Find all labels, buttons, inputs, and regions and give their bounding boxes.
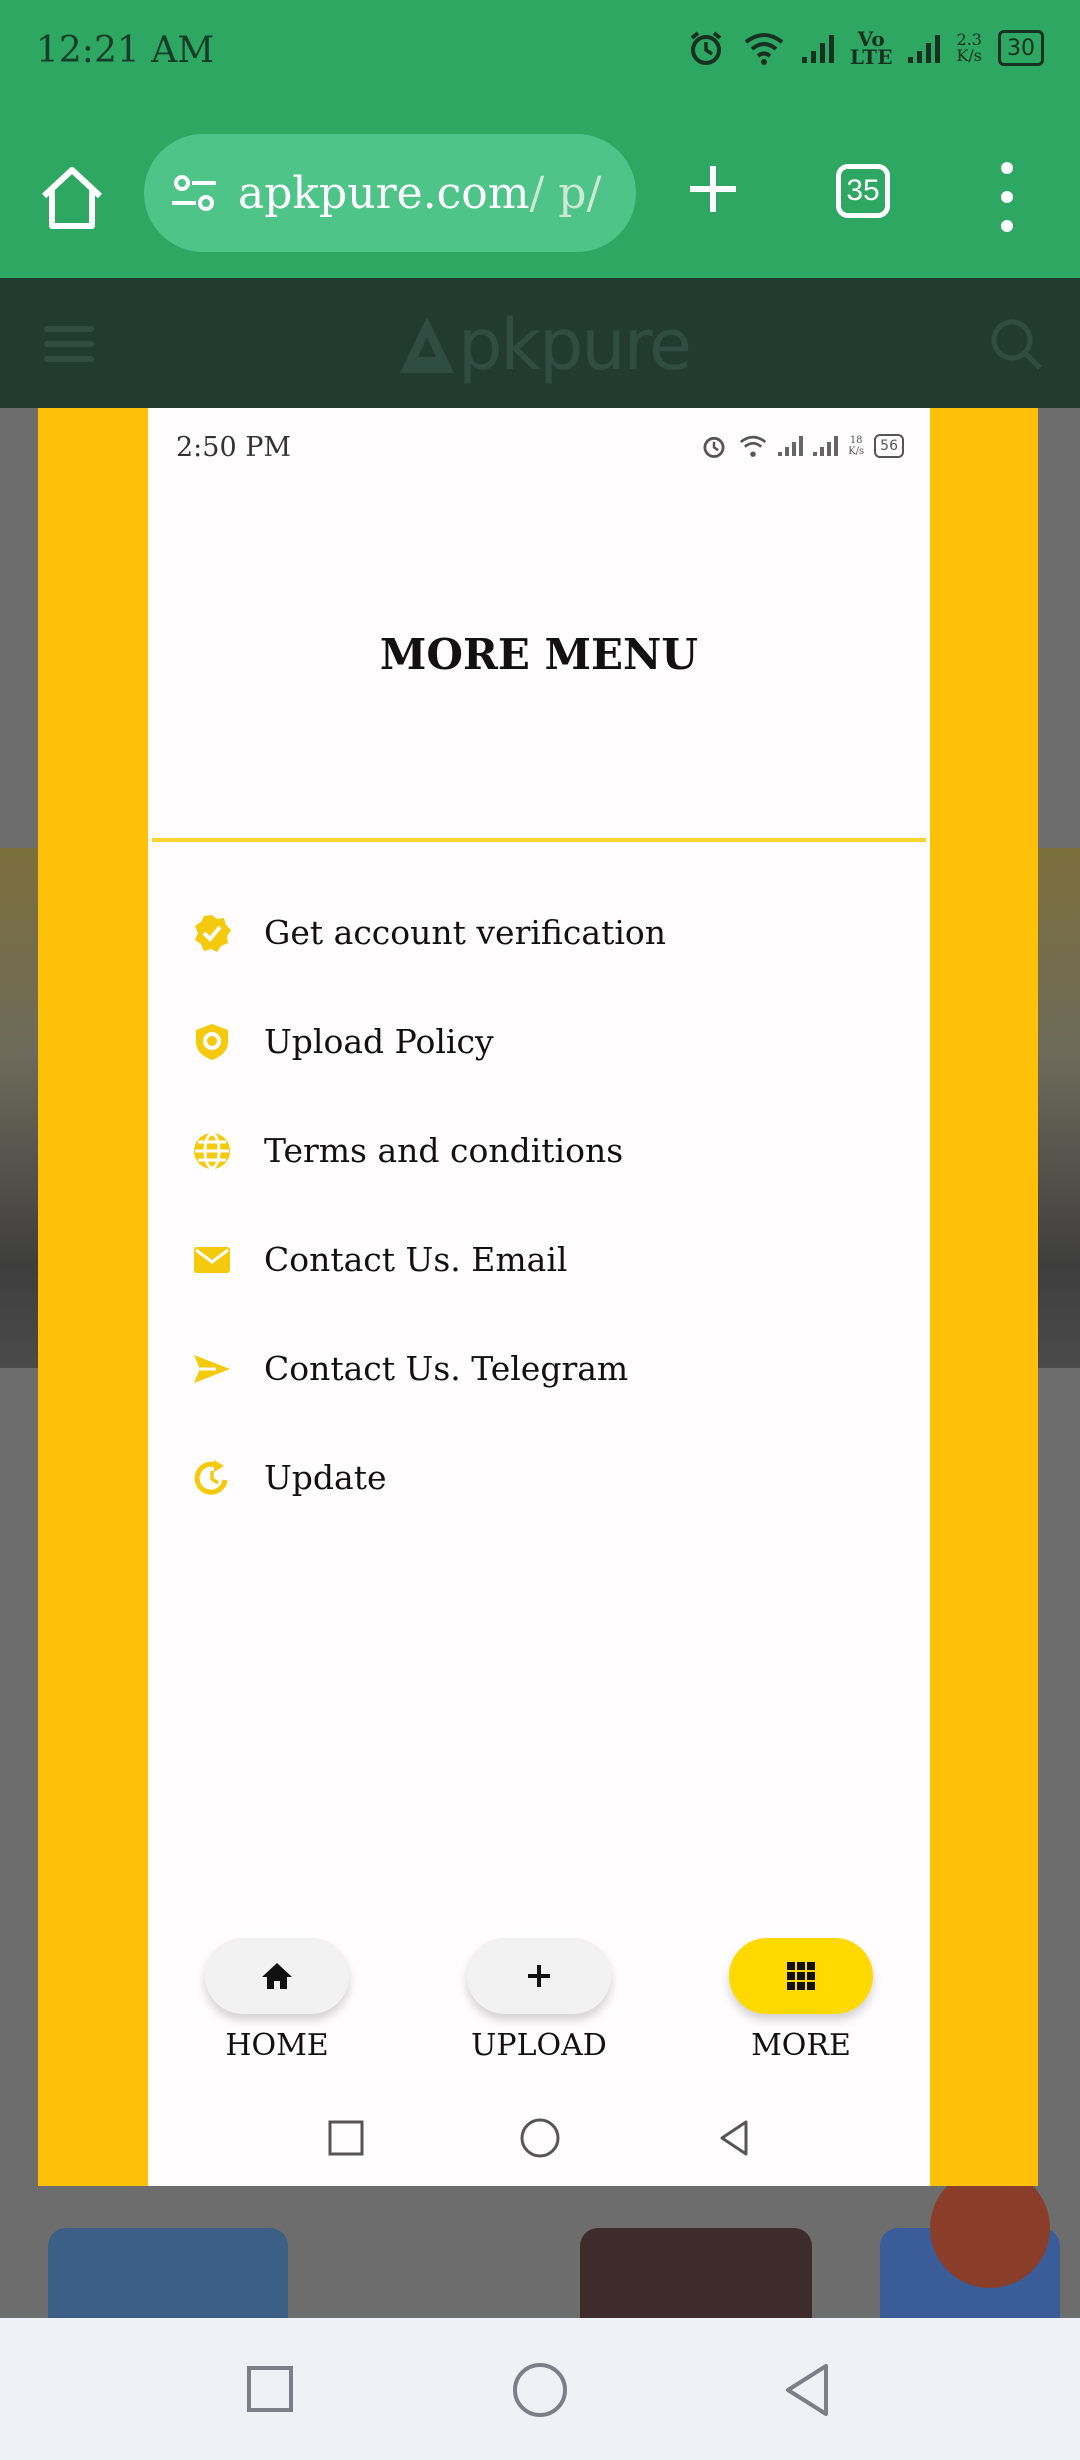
battery-icon <box>874 434 904 458</box>
hamburger-icon[interactable] <box>44 326 94 362</box>
system-navigation-bar <box>0 2318 1080 2460</box>
plus-icon <box>525 1962 553 1990</box>
verified-badge-icon <box>192 913 232 953</box>
apkpure-logo-icon <box>396 311 458 377</box>
new-tab-icon[interactable] <box>686 162 740 216</box>
nav-upload-label: UPLOAD <box>471 2028 607 2063</box>
nav-upload[interactable] <box>464 1938 614 2063</box>
nav-home[interactable] <box>202 1938 352 2063</box>
menu-item-label: Upload Policy <box>264 1022 494 1061</box>
menu-item-upload-policy[interactable] <box>192 987 892 1096</box>
bottom-navigation <box>148 1938 930 2088</box>
address-bar[interactable] <box>144 134 636 252</box>
menu-item-label: Update <box>264 1458 387 1497</box>
share-fab[interactable] <box>930 2168 1050 2288</box>
alarm-icon <box>686 28 726 68</box>
inner-battery-level: 56 <box>880 438 898 454</box>
home-circle-icon[interactable] <box>510 2360 570 2420</box>
page-title: MORE MENU <box>379 630 699 679</box>
status-bar <box>0 0 1080 110</box>
tab-switcher-button[interactable] <box>836 164 890 218</box>
menu-item-label: Get account verification <box>264 913 667 952</box>
status-time: 12:21 AM <box>36 30 215 71</box>
network-type: Vo LTE <box>849 27 893 69</box>
title-divider <box>152 838 926 842</box>
site-header <box>0 278 1080 408</box>
recents-icon[interactable] <box>326 2118 366 2158</box>
site-logo: pkpure <box>396 304 690 386</box>
inner-status-icons <box>700 432 904 460</box>
send-icon <box>192 1349 232 1389</box>
signal-2-icon <box>908 33 940 63</box>
home-icon[interactable] <box>36 162 108 234</box>
nav-more[interactable] <box>726 1938 876 2063</box>
menu-list <box>192 878 892 1532</box>
signal-1-icon <box>802 33 834 63</box>
inner-status-time: 2:50 PM <box>176 432 292 463</box>
wifi-icon <box>738 433 768 459</box>
recents-icon[interactable] <box>245 2364 295 2414</box>
back-icon[interactable] <box>714 2118 754 2158</box>
menu-item-account-verification[interactable] <box>192 878 892 987</box>
inner-status-bar <box>148 408 930 488</box>
menu-item-terms[interactable] <box>192 1096 892 1205</box>
menu-item-label: Terms and conditions <box>264 1131 624 1170</box>
status-icons <box>686 28 1044 68</box>
menu-item-contact-telegram[interactable] <box>192 1314 892 1423</box>
signal-1-icon <box>778 436 803 456</box>
grid-icon <box>786 1961 816 1991</box>
shield-icon <box>192 1022 232 1062</box>
battery-level: 30 <box>1007 35 1035 61</box>
embedded-screenshot <box>148 408 930 2186</box>
network-speed: 2.3 K/s <box>956 30 982 65</box>
alarm-icon <box>700 432 728 460</box>
url-text: apkpure.com/ p/ <box>238 167 602 219</box>
nav-upload-pill[interactable] <box>467 1938 611 2014</box>
home-icon <box>260 1961 294 1991</box>
back-icon[interactable] <box>780 2362 836 2418</box>
browser-toolbar <box>0 110 1080 278</box>
inner-system-navigation <box>148 2104 930 2174</box>
search-icon[interactable] <box>988 316 1044 372</box>
signal-2-icon <box>813 436 838 456</box>
site-settings-icon[interactable] <box>168 167 220 219</box>
inner-network-speed: 18 K/s <box>848 435 865 457</box>
menu-item-contact-email[interactable] <box>192 1205 892 1314</box>
wifi-icon <box>742 30 786 66</box>
mail-icon <box>192 1240 232 1280</box>
globe-icon <box>192 1131 232 1171</box>
nav-home-pill[interactable] <box>205 1938 349 2014</box>
battery-icon <box>998 30 1044 66</box>
refresh-icon <box>192 1458 232 1498</box>
menu-item-update[interactable] <box>192 1423 892 1532</box>
home-circle-icon[interactable] <box>518 2116 562 2160</box>
nav-more-pill[interactable] <box>729 1938 873 2014</box>
menu-item-label: Contact Us. Email <box>264 1240 568 1279</box>
menu-item-label: Contact Us. Telegram <box>264 1349 629 1388</box>
browser-menu-icon[interactable] <box>992 162 1022 232</box>
nav-home-label: HOME <box>225 2028 329 2063</box>
tab-count: 35 <box>846 174 880 207</box>
nav-more-label: MORE <box>751 2028 851 2063</box>
